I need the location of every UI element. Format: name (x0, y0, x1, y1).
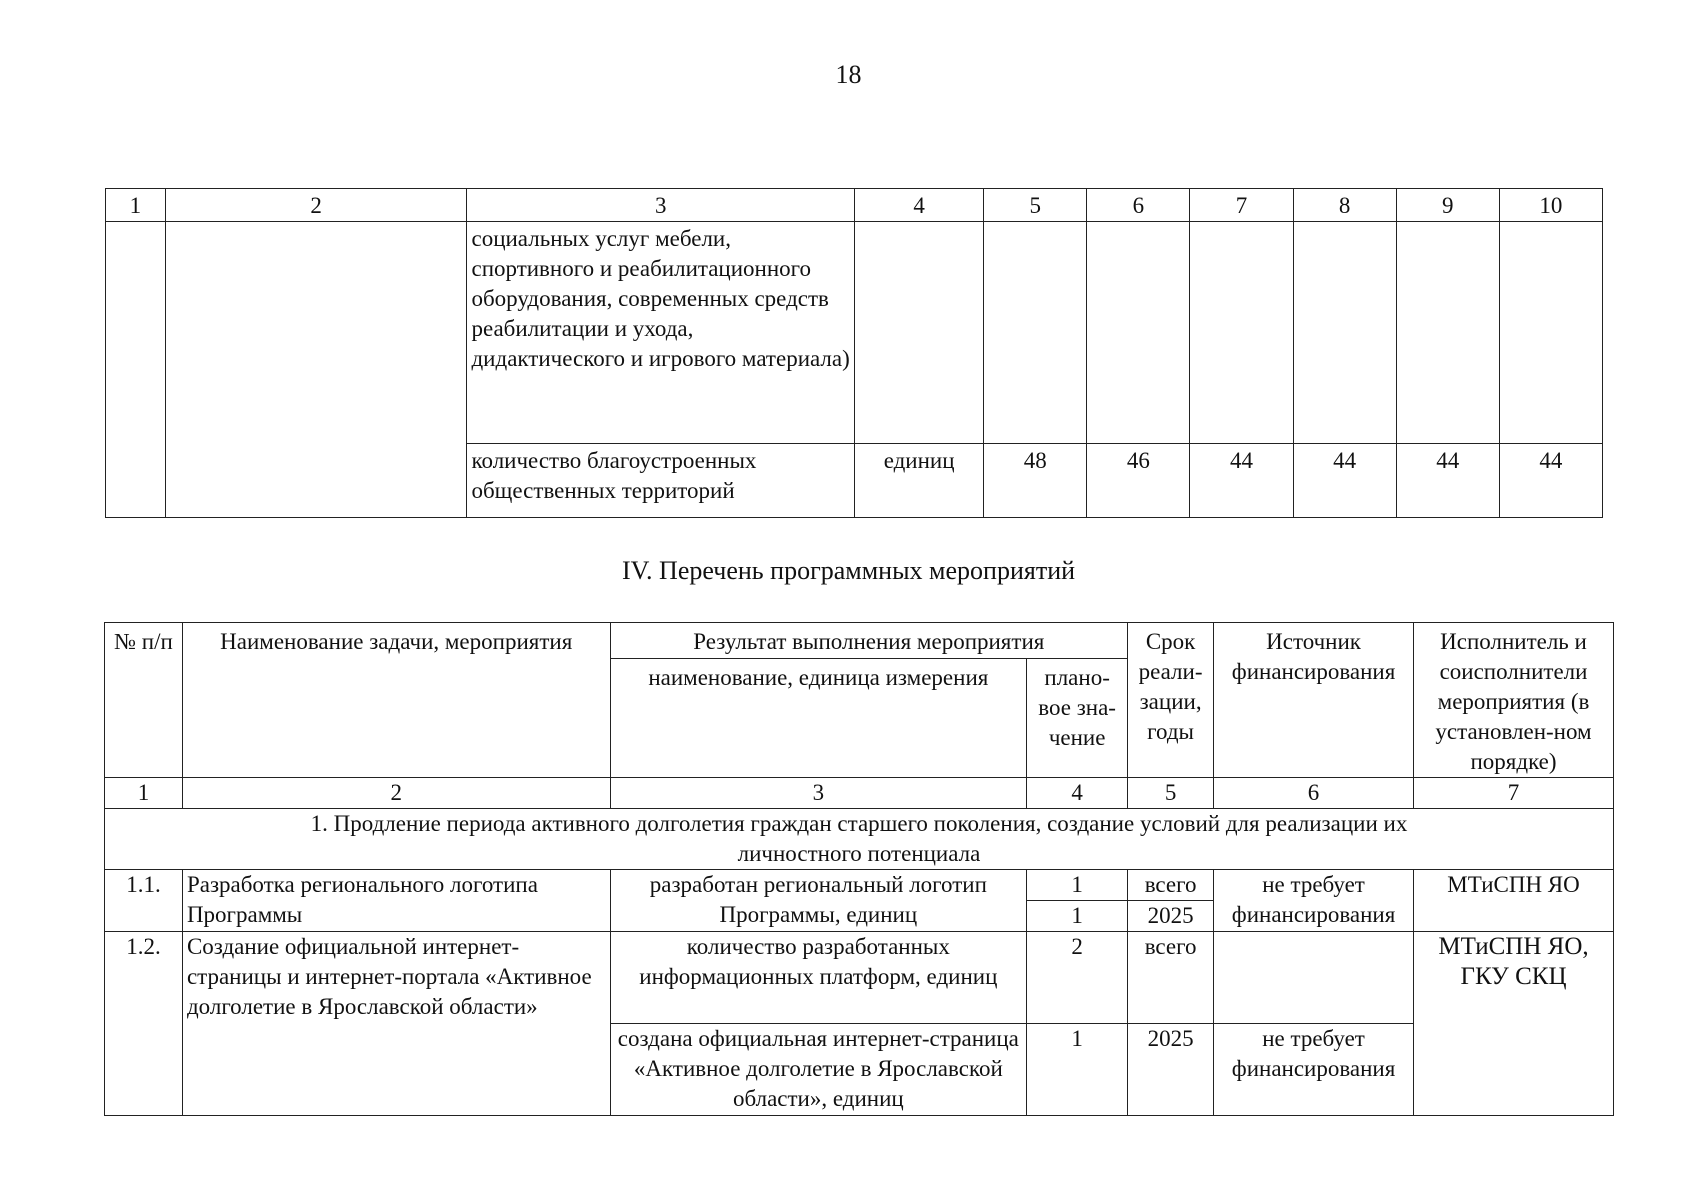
table-row (105, 870, 1614, 901)
section-title: IV. Перечень программных мероприятий (621, 556, 1076, 585)
result-name: разработан региональный логотип Программы, единиц (610, 870, 1027, 932)
row-num: 1.2. (105, 932, 183, 1116)
activity-name: Создание официальной интернет-страницы и интернет-портала «Активное долголетие в Ярославской области» (182, 932, 610, 1116)
indicator-name: социальных услуг мебели, спортивного и реабилитационного оборудования, современных средств реабилитации и ухода, дидактического и игрового материала) (467, 222, 855, 444)
indicator-name: количество благоустроенных общественных территорий (467, 444, 855, 518)
value-cell (1293, 222, 1396, 444)
value-cell (1087, 222, 1190, 444)
source-value (1214, 932, 1414, 1024)
plan-value: 1 (1027, 870, 1128, 901)
header-num: № п/п (105, 623, 183, 778)
header-executor: Исполнитель и соисполнители мероприятия (в установлен-ном порядке) (1414, 623, 1614, 778)
value-cell: 44 (1190, 444, 1293, 518)
col-num-7: 7 (1414, 778, 1614, 809)
col-num-4: 4 (855, 189, 984, 222)
activities-table (104, 622, 1614, 1116)
executor-value: МТиСПН ЯО, ГКУ СКЦ (1414, 932, 1614, 1116)
term-value: всего (1128, 932, 1214, 1024)
col-num-7: 7 (1190, 189, 1293, 222)
indicators-table (105, 188, 1603, 518)
plan-value: 1 (1027, 901, 1128, 932)
result-name: количество разработанных информационных платформ, единиц (610, 932, 1027, 1024)
col-num-6: 6 (1087, 189, 1190, 222)
value-cell (1190, 222, 1293, 444)
header-result-name: наименование, единица измерения (610, 659, 1027, 778)
value-cell (1396, 222, 1499, 444)
col-num-1: 1 (105, 778, 183, 809)
col-num-3: 3 (467, 189, 855, 222)
col-num-3: 3 (610, 778, 1027, 809)
unit-cell: единиц (855, 444, 984, 518)
col-num-9: 9 (1396, 189, 1499, 222)
value-cell (984, 222, 1087, 444)
unit-cell (855, 222, 984, 444)
column-numbers-row (106, 189, 1603, 222)
page-number: 18 (835, 60, 862, 89)
row-num: 1.1. (105, 870, 183, 932)
term-value: всего (1128, 870, 1214, 901)
activity-name: Разработка регионального логотипа Программы (182, 870, 610, 932)
section-1-title: 1. Продление периода активного долголетия граждан старшего поколения, создание условий для реализации их личностного потенциала (105, 809, 1614, 870)
col-num-2: 2 (182, 778, 610, 809)
value-cell: 44 (1499, 444, 1602, 518)
col-num-2: 2 (165, 189, 467, 222)
term-value: 2025 (1128, 901, 1214, 932)
section-row (105, 809, 1614, 870)
empty-cell (165, 222, 467, 518)
col-num-8: 8 (1293, 189, 1396, 222)
header-name: Наименование задачи, мероприятия (182, 623, 610, 778)
source-value: не требует финансирования (1214, 870, 1414, 932)
col-num-5: 5 (984, 189, 1087, 222)
table-row (105, 932, 1614, 1024)
plan-value: 1 (1027, 1024, 1128, 1116)
result-name: создана официальная интернет-страница «Активное долголетие в Ярославской области», единиц (610, 1024, 1027, 1116)
value-cell: 44 (1293, 444, 1396, 518)
header-result: Результат выполнения мероприятия (610, 623, 1128, 659)
header-row (105, 623, 1614, 659)
col-num-1: 1 (106, 189, 166, 222)
value-cell: 46 (1087, 444, 1190, 518)
executor-value: МТиСПН ЯО (1414, 870, 1614, 932)
col-num-6: 6 (1214, 778, 1414, 809)
column-numbers-row (105, 778, 1614, 809)
col-num-10: 10 (1499, 189, 1602, 222)
header-result-plan: плано-вое зна-чение (1027, 659, 1128, 778)
header-source: Источник финансирования (1214, 623, 1414, 778)
col-num-4: 4 (1027, 778, 1128, 809)
plan-value: 2 (1027, 932, 1128, 1024)
header-term: Срок реали-зации, годы (1128, 623, 1214, 778)
value-cell (1499, 222, 1602, 444)
value-cell: 44 (1396, 444, 1499, 518)
term-value: 2025 (1128, 1024, 1214, 1116)
col-num-5: 5 (1128, 778, 1214, 809)
source-value: не требует финансирования (1214, 1024, 1414, 1116)
value-cell: 48 (984, 444, 1087, 518)
table-row (106, 222, 1603, 444)
empty-cell (106, 222, 166, 518)
